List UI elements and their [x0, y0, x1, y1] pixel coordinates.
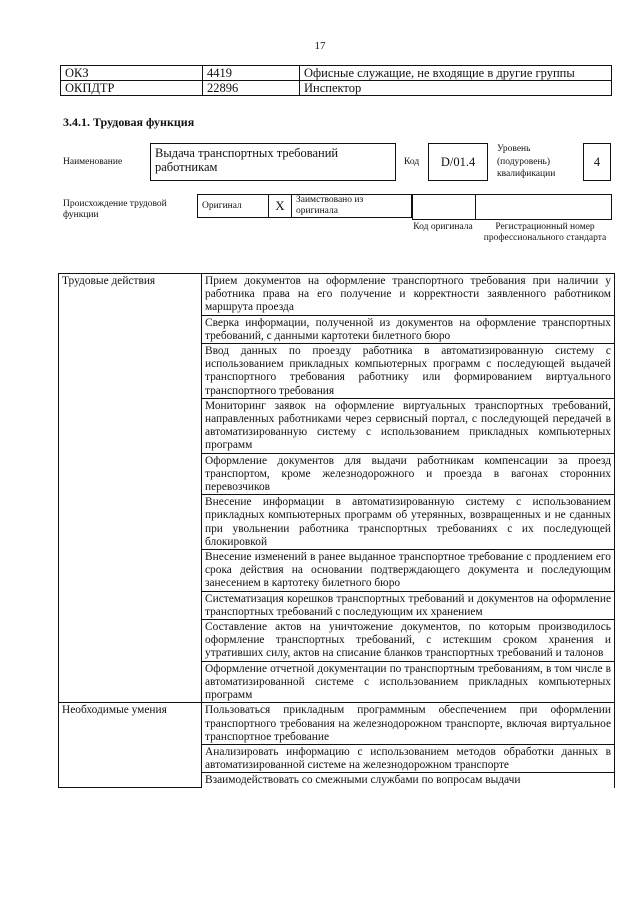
- name-cell: Инспектор: [300, 81, 612, 96]
- labor-action: Прием документов на оформление транспортного требования при наличии у работника права на его получение и корректности заявленного работником маршрута проезда: [202, 274, 615, 316]
- code-original-label: Код оригинала: [413, 222, 473, 232]
- labor-action: Внесение изменений в ранее выданное транспортное требование с продлением его срока действия на основании подтверждающего документа и последующим занесением в картотеку билетного бюро: [202, 550, 615, 592]
- original-label: Оригинал: [198, 195, 269, 218]
- level-label: Уровень (подуровень) квалификации: [497, 144, 556, 179]
- number-cell: 22896: [203, 81, 300, 96]
- labor-action: Оформление отчетной документации по транспортным требованиям, в том числе в автоматизированной системе с использованием прикладных компьютерных программ: [202, 661, 615, 703]
- origin-codes-table: [412, 194, 612, 220]
- labor-action: Составление актов на уничтожение документов, по которым производилось оформление транспортных требований, с истекшим сроком хранения и утративших силу, актов на списание бланков транспортных требований и талонов: [202, 620, 615, 662]
- table-row: [59, 703, 615, 745]
- name-cell: Офисные служащие, не входящие в другие группы: [300, 66, 612, 81]
- labor-actions-label: Трудовые действия: [59, 274, 202, 703]
- reg-number-label: Регистрационный номер профессионального стандарта: [483, 222, 607, 243]
- table-row: [61, 81, 612, 96]
- page-number: 17: [314, 40, 326, 52]
- code-cell: ОКЗ: [61, 66, 203, 81]
- labor-action: Оформление документов для выдачи работникам компенсации за проезд транспортом, кроме железнодорожного и проезда в вагонах сторонних перевозчиков: [202, 453, 615, 495]
- function-name-box: Выдача транспортных требований работникам: [150, 143, 396, 181]
- labor-action: Сверка информации, полученной из документов на оформление транспортных требований, с данными картотеки билетного бюро: [202, 315, 615, 343]
- name-label: Наименование: [63, 157, 123, 167]
- labor-action: Систематизация корешков транспортных требований и документов на оформление транспортных требований с последующим их хранением: [202, 591, 615, 619]
- table-row: [61, 66, 612, 81]
- original-mark: X: [269, 195, 292, 218]
- skill: Взаимодействовать со смежными службами по вопросам выдачи: [202, 773, 615, 788]
- code-cell: ОКПДТР: [61, 81, 203, 96]
- number-cell: 4419: [203, 66, 300, 81]
- skills-label: Необходимые умения: [59, 703, 202, 788]
- section-title: 3.4.1. Трудовая функция: [63, 115, 195, 129]
- skill: Анализировать информацию с использованием методов обработки данных в автоматизированной системе на железнодорожном транспорте: [202, 744, 615, 772]
- code-original-cell: [413, 195, 476, 220]
- level-box: 4: [583, 143, 611, 181]
- function-code-box: D/01.4: [428, 143, 488, 181]
- labor-action: Ввод данных по проезду работника в автоматизированную систему с использованием прикладных компьютерных программ с последующей выдачей транспортного требования работнику или формированием виртуального транспортного требования: [202, 344, 615, 399]
- labor-action: Мониторинг заявок на оформление виртуальных транспортных требований, направленных работниками через сервисный портал, с последующей передачей в автоматизированную систему с использованием прикладных компьютерных программ: [202, 398, 615, 453]
- labor-action: Внесение информации в автоматизированную систему с использованием прикладных компьютерных программ об утерянных, возвращенных и не сданных при увольнении работника транспортных требованиях с их последующей блокировкой: [202, 495, 615, 550]
- occupation-codes-table: [60, 65, 612, 96]
- origin-label: Происхождение трудовой функции: [63, 199, 167, 220]
- skill: Пользоваться прикладным программным обеспечением при оформлении транспортного требования на железнодорожном транспорте, включая виртуальное транспортное требование: [202, 703, 615, 745]
- origin-table: [197, 194, 412, 218]
- table-row: [59, 274, 615, 316]
- reg-number-cell: [476, 195, 612, 220]
- borrowed-label: Заимствовано из оригинала: [292, 195, 412, 218]
- labor-function-table: [58, 273, 615, 788]
- code-label: Код: [404, 157, 420, 167]
